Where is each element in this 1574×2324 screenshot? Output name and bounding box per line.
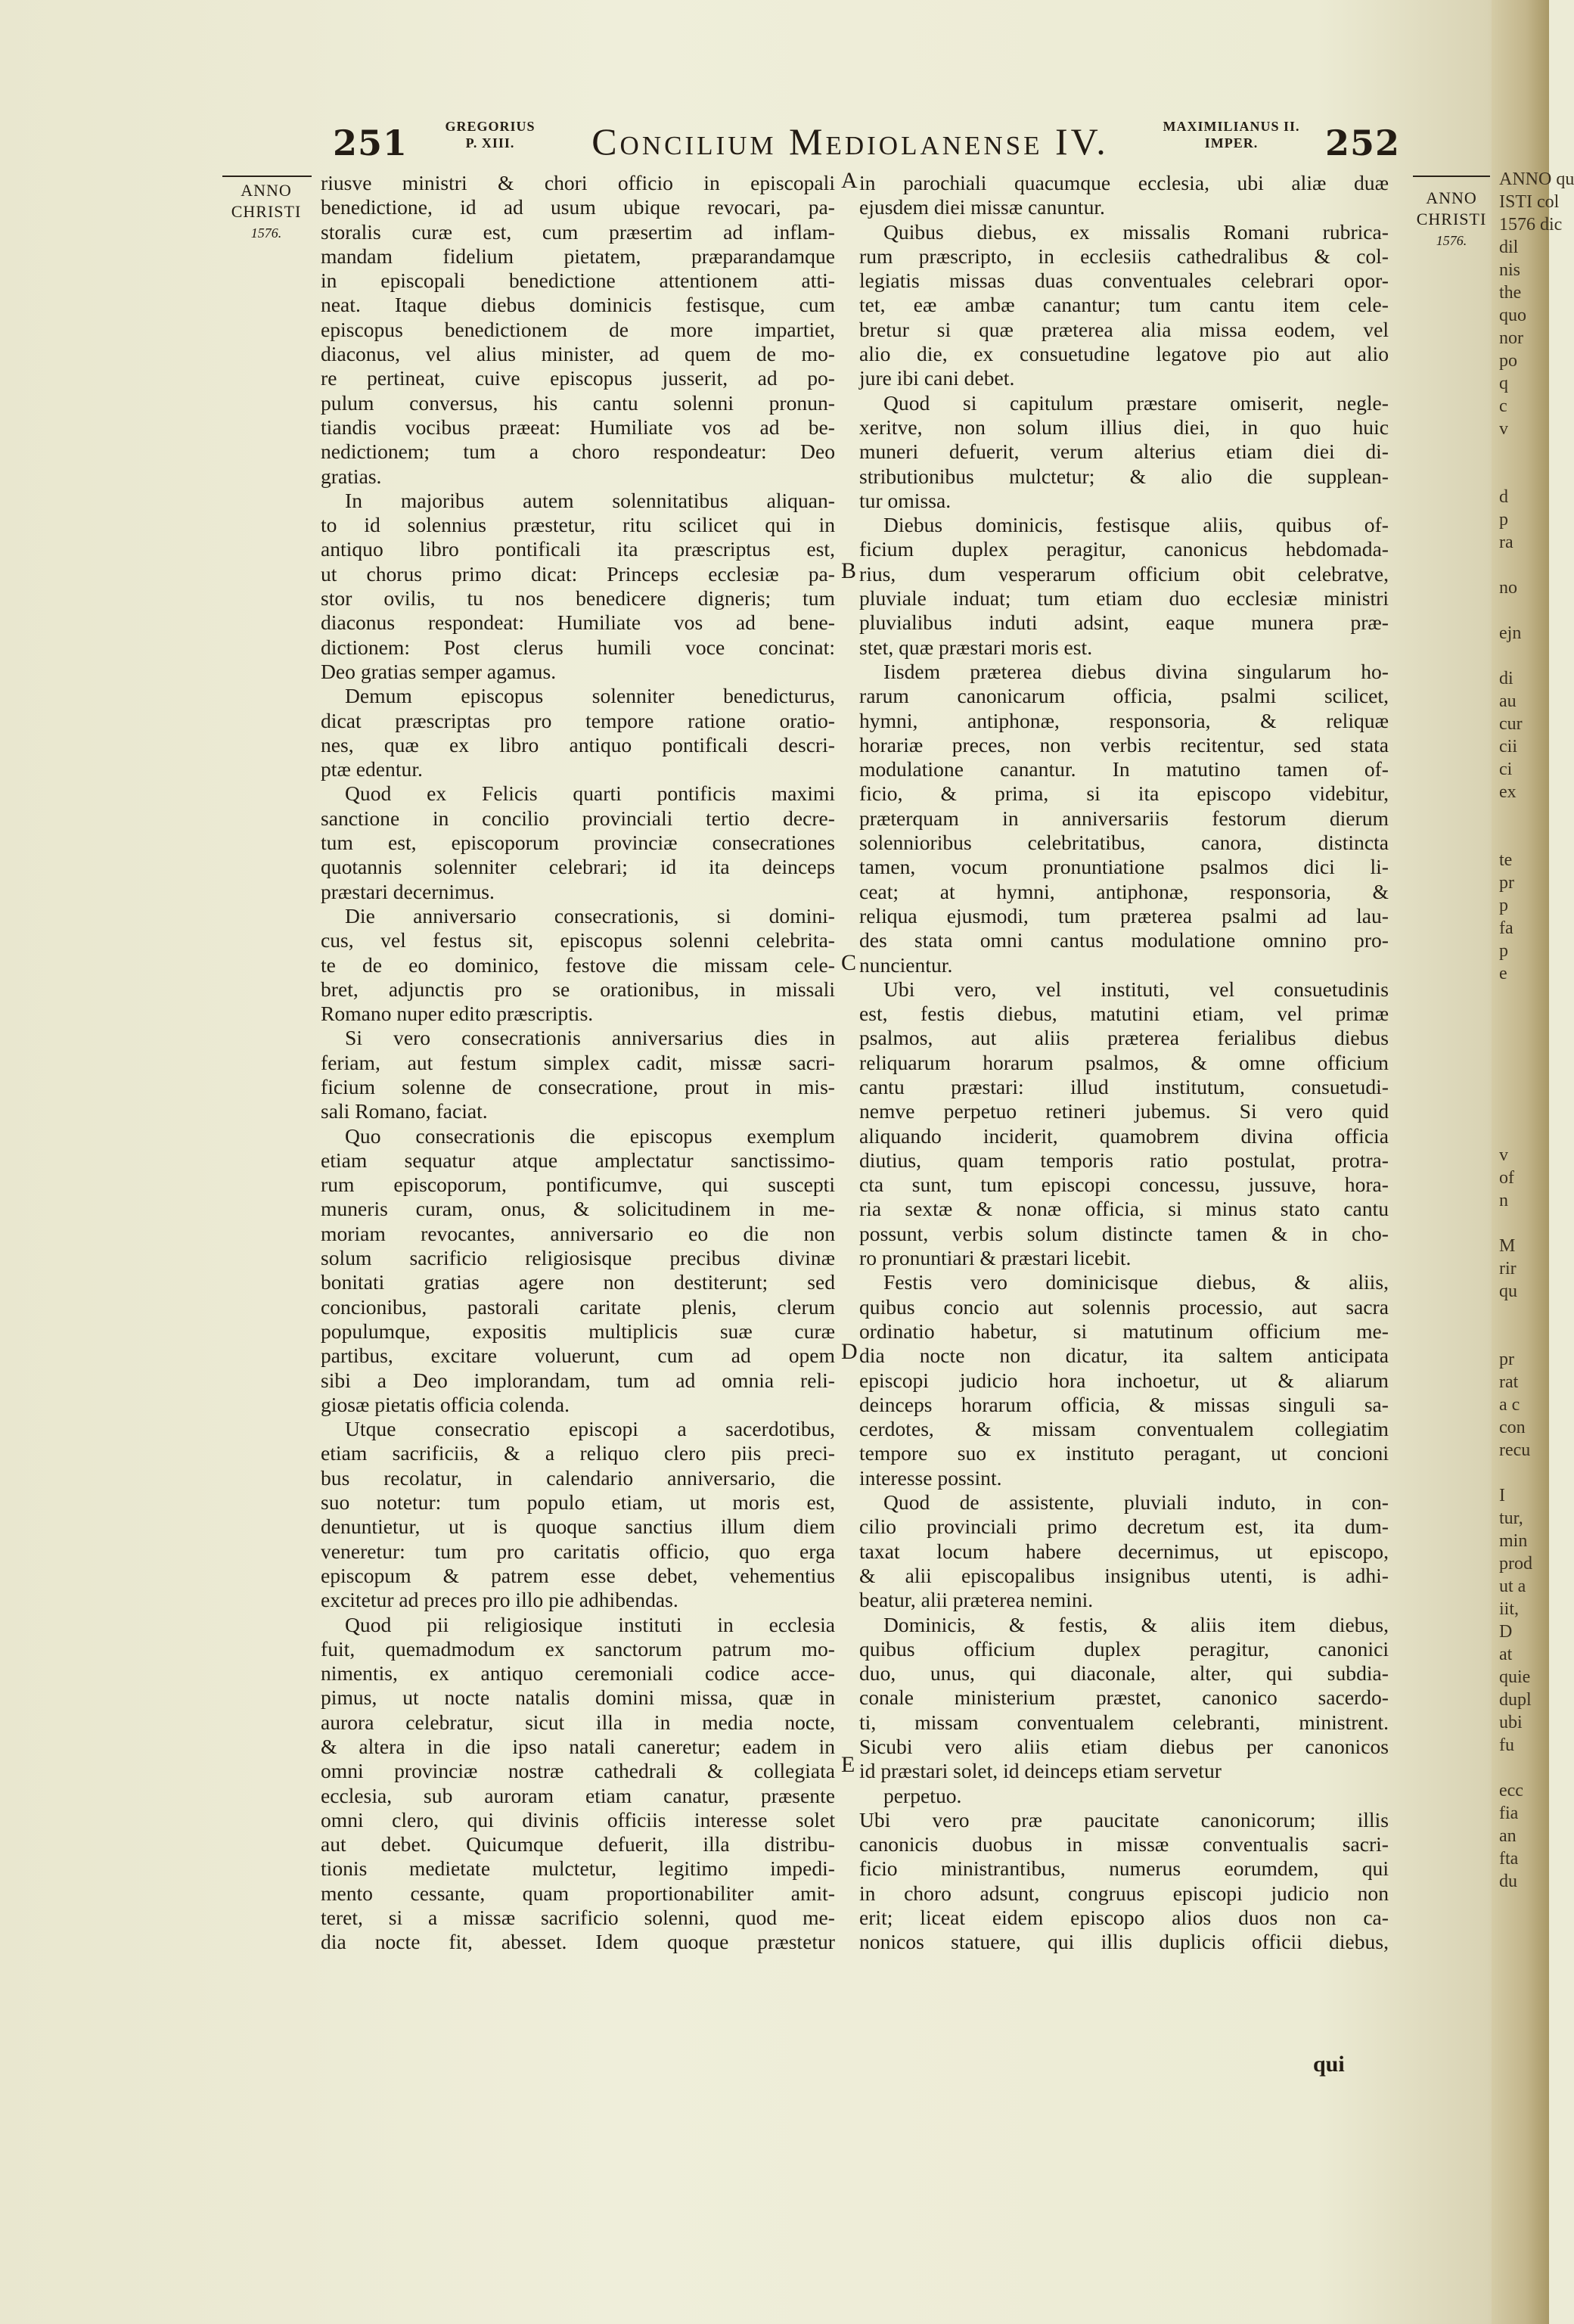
next-page-edge-line xyxy=(1492,826,1549,849)
right-column-line: taxat locum habere decernimus, ut episcopo, xyxy=(859,1539,1389,1563)
right-column-line: conale ministerium præstet, canonico sacerdo- xyxy=(859,1686,1389,1710)
next-page-edge-line xyxy=(1492,554,1549,576)
left-column-line: excitetur ad preces pro illo pie adhibendas. xyxy=(321,1588,678,1612)
right-column-line: rum præscripto, in ecclesiis cathedralibus & col- xyxy=(859,244,1389,268)
next-page-edge-line: cur xyxy=(1499,714,1523,734)
left-column-line: te de eo dominico, festove die missam cele- xyxy=(321,952,835,977)
right-margin-year: 1576. xyxy=(1436,233,1467,248)
right-page-number: 252 xyxy=(1325,123,1401,163)
right-column-line: præterquam in anniversariis festorum dierum xyxy=(859,806,1389,830)
right-column-line: rarum canonicarum officia, psalmi scilicet, xyxy=(859,684,1389,708)
left-column-line: sibi a Deo implorandam, tum ad omnia reli- xyxy=(321,1368,835,1392)
right-column-line: ficio ministrantibus, numerus eorumdem, qui xyxy=(859,1856,1389,1881)
next-page-edge-line xyxy=(1492,1076,1549,1098)
left-column-line: Utque consecratio episcopi a sacerdotibus, xyxy=(345,1417,835,1441)
right-column-line: modulatione canantur. In matutino tamen of- xyxy=(859,757,1389,781)
next-page-edge-line: di xyxy=(1499,669,1513,688)
right-column-line: pluviale induat; tum etiam duo ecclesiæ ministri xyxy=(859,586,1389,611)
next-page-edge-line: the xyxy=(1499,283,1522,303)
left-column-line: nedictionem; tum a choro respondeatur: Deo xyxy=(321,440,835,464)
next-page-edge-text xyxy=(1492,0,1574,1893)
right-column-line: ordinatio habetur, si matutinum officium me- xyxy=(859,1319,1389,1343)
left-column-line: teret, si a missæ sacrificio solenni, quod me- xyxy=(321,1906,835,1930)
right-running-head-line1: MAXIMILIANUS II. xyxy=(1163,119,1300,134)
left-column-line: nes, quæ ex libro antiquo pontificali descri- xyxy=(321,732,835,757)
right-column-line: nonicos statuere, qui illis duplicis officii diebus, xyxy=(859,1930,1389,1954)
next-page-edge-line xyxy=(1492,1325,1549,1348)
left-column-line: Demum episcopus solenniter benedicturus, xyxy=(345,684,835,708)
right-column-line: cantu præstari: illud institutum, consuetudi- xyxy=(859,1074,1389,1098)
left-column-line: cus, vel festus sit, episcopus solenni celebrita- xyxy=(321,928,835,952)
right-column-line: solennioribus celebritatibus, canora, distincta xyxy=(859,831,1389,855)
next-page-edge-line: qu xyxy=(1499,1282,1517,1301)
next-page-edge-line xyxy=(1492,1462,1549,1484)
right-column-line: Diebus dominicis, festisque aliis, quibus of- xyxy=(883,513,1389,537)
right-column-line: muneri defuerit, verum alterius etiam diei di- xyxy=(859,440,1389,464)
right-column-line: possunt, verbis solum distincte tamen & in cho- xyxy=(859,1221,1389,1245)
left-column-line: bonitati gratias agere non destiterunt; sed xyxy=(321,1270,835,1294)
right-column-line: Festis vero dominicisque diebus, & aliis, xyxy=(883,1270,1389,1294)
right-column-line: in choro adsunt, congruus episcopi judicio non xyxy=(859,1881,1389,1905)
right-column-line: canonicis duobus in missæ conventualis sacri- xyxy=(859,1832,1389,1856)
next-page-edge-line xyxy=(1492,803,1549,826)
next-page-edge-line: 1576 dic xyxy=(1499,215,1563,235)
section-marker-c: C xyxy=(841,950,857,975)
left-column-line: stor ovilis, tu nos benedicere digneris; tum xyxy=(321,586,835,611)
next-page-edge-line: pr xyxy=(1499,1350,1514,1369)
right-column-line: duo, unus, qui diaconale, alter, qui subdia- xyxy=(859,1661,1389,1686)
next-page-edge-line xyxy=(1492,1030,1549,1053)
left-margin-rule xyxy=(222,176,312,177)
left-column-line: In majoribus autem solennitatibus aliquan- xyxy=(345,488,835,512)
right-column-line: alio die, ex consuetudine legatove pio aut alio xyxy=(859,342,1389,366)
right-column-line: Quibus diebus, ex missalis Romani rubrica- xyxy=(883,219,1389,244)
left-column-line: riusve ministri & chori officio in episcopali xyxy=(321,171,835,194)
right-column-line: cerdotes, & missam conventualem collegiatim xyxy=(859,1417,1389,1441)
next-page-edge-line: p xyxy=(1499,896,1508,915)
next-page-edge-line: ra xyxy=(1499,533,1513,552)
next-page-edge-line: M xyxy=(1499,1236,1516,1256)
right-column-line: hymni, antiphonæ, responsoria, & reliquæ xyxy=(859,708,1389,732)
next-page-edge-line: of xyxy=(1499,1168,1514,1188)
next-page-edge-line: ecc xyxy=(1499,1781,1523,1800)
left-column-line: nimentis, ex antiquo ceremoniali codice acce- xyxy=(321,1661,835,1686)
next-page-edge-line: ex xyxy=(1499,782,1517,802)
next-page-edge-line xyxy=(1492,1121,1549,1144)
next-page-edge-line: pr xyxy=(1499,873,1514,893)
right-column-line: episcopi judicio hora inchoetur, ut & aliarum xyxy=(859,1368,1389,1392)
left-running-head-line1: GREGORIUS xyxy=(445,119,536,134)
right-column-line: stet, quæ præstari moris est. xyxy=(859,635,1093,659)
left-column-line: dicat præscriptas pro tempore ratione oratio- xyxy=(321,708,835,732)
left-column-line: Romano nuper edito præscriptis. xyxy=(321,1002,594,1026)
left-column-line: pimus, ut nocte natalis domini missa, quæ in xyxy=(321,1686,835,1710)
next-page-edge-line: cii xyxy=(1499,737,1517,757)
right-column-line: ceat; at hymni, antiphonæ, responsoria, & xyxy=(859,879,1389,903)
left-column-line: partibus, excitare voluerunt, cum ad opem xyxy=(321,1344,835,1368)
left-column-line: concionibus, pastorali caritate plenis, clerum xyxy=(321,1294,835,1319)
next-page-edge-line xyxy=(1492,985,1549,1008)
next-page-edge-line: du xyxy=(1499,1872,1517,1891)
next-page-edge-line: p xyxy=(1499,510,1508,530)
left-column-line: diaconus, vel alius minister, ad quem de mo- xyxy=(321,342,835,366)
right-column-line: interesse possint. xyxy=(859,1465,1002,1490)
left-margin-christi: CHRISTI xyxy=(231,202,302,221)
next-page-edge-line: po xyxy=(1499,351,1517,371)
left-column-line: mandam fidelium pietatem, præparandamque xyxy=(321,244,835,268)
next-page-edge-line: no xyxy=(1499,578,1517,598)
left-column-line: quotannis solenniter celebrari; id ita deinceps xyxy=(321,855,835,879)
right-column-line: stributionibus mulctetur; & alio die supplean- xyxy=(859,464,1389,488)
next-page-edge-line: recu xyxy=(1499,1440,1531,1460)
right-column-line: ficium duplex peragitur, canonicus hebdomada- xyxy=(859,537,1389,561)
next-page-edge-line: fta xyxy=(1499,1849,1519,1869)
right-column-line: tet, eæ ambæ canantur; tum cantu item cele- xyxy=(859,293,1389,317)
next-page-edge-line: quo xyxy=(1499,306,1526,325)
right-column-line: rius, dum vesperarum officium obit celebratve, xyxy=(859,561,1389,586)
left-column-line: ptæ edentur. xyxy=(321,757,423,781)
left-column-line: suo notetur: tum populo etiam, ut moris est, xyxy=(321,1490,835,1515)
right-column-line: perpetuo. xyxy=(883,1783,962,1807)
right-column-line: bretur si quæ præterea alia missa eodem, vel xyxy=(859,317,1389,341)
left-column-line: aurora celebratur, sicut illa in media nocte, xyxy=(321,1710,835,1734)
next-page-edge-line: min xyxy=(1499,1531,1528,1551)
right-column-line: ficio, & prima, si ita episcopo videbitur, xyxy=(859,781,1389,806)
right-column-line: Sicubi vero aliis etiam diebus per canonicos xyxy=(859,1735,1389,1758)
right-column-line: quibus officium duplex peragitur, canonici xyxy=(859,1636,1389,1661)
left-column-line: dictionem: Post clerus humili voce concinat: xyxy=(321,635,835,659)
next-page-edge-line: an xyxy=(1499,1826,1517,1846)
next-page-edge-line: v xyxy=(1499,419,1508,439)
left-column-line: etiam sequatur atque amplectatur sanctissimo- xyxy=(321,1148,835,1172)
next-page-edge-line: con xyxy=(1499,1418,1526,1437)
left-column-line: pulum conversus, his cantu solenni pronun- xyxy=(321,390,835,415)
next-page-edge-line: iit, xyxy=(1499,1599,1520,1619)
next-page-edge-line: nis xyxy=(1499,260,1521,280)
left-column-line: tum est, episcoporum provinciæ consecrationes xyxy=(321,831,835,855)
next-page-edge-line: a c xyxy=(1499,1395,1520,1415)
left-column-line: feriam, aut festum simplex cadit, missæ sacri- xyxy=(321,1050,835,1074)
left-margin-anno: ANNO xyxy=(241,181,292,200)
right-column-line: nemve perpetuo retineri jubemus. Si vero quid xyxy=(859,1099,1389,1123)
left-column-line: aut debet. Quicumque defuerit, illa distribu- xyxy=(321,1832,835,1856)
right-column-line: est, festis diebus, matutini etiam, vel primæ xyxy=(859,1002,1389,1026)
section-marker-b: B xyxy=(841,558,857,583)
next-page-edge-line: v xyxy=(1499,1145,1508,1165)
right-column-line: Ubi vero præ paucitate canonicorum; illis xyxy=(859,1807,1389,1832)
next-page-edge-line xyxy=(1492,599,1549,622)
catchword: qui xyxy=(1313,2052,1345,2077)
left-column-line: rum episcoporum, pontificumve, qui suscepti xyxy=(321,1173,835,1197)
right-column-line: beatur, alii præterea nemini. xyxy=(859,1588,1094,1612)
right-column-line: Quod si capitulum præstare omiserit, negle- xyxy=(883,390,1389,415)
left-column-line: Quo consecrationis die episcopus exemplum xyxy=(345,1123,835,1148)
right-column-line: horariæ preces, non verbis recitentur, sed stata xyxy=(859,732,1389,757)
right-column-line: ejusdem diei missæ canuntur. xyxy=(859,195,1105,219)
right-column-line: xeritve, non solum illius diei, in quo huic xyxy=(859,415,1389,439)
right-running-head xyxy=(1133,118,1330,151)
next-page-edge-line: D xyxy=(1499,1622,1513,1642)
right-column-line: in parochiali quacumque ecclesia, ubi aliæ duæ xyxy=(859,171,1389,194)
next-page-edge-line xyxy=(1492,1757,1549,1779)
right-column-line: Quod de assistente, pluviali induto, in con- xyxy=(883,1490,1389,1515)
left-column-line: ut chorus primo dicat: Princeps ecclesiæ pa- xyxy=(321,561,835,586)
left-column-line: episcopus benedictionem de more impartiet, xyxy=(321,317,835,341)
next-page-edge-line: prod xyxy=(1499,1554,1532,1574)
right-margin-note xyxy=(1404,188,1499,251)
next-page-edge-line: e xyxy=(1499,964,1507,983)
left-column-line: benedictione, id ad usum ubique revocari, pa- xyxy=(321,195,835,219)
next-page-edge-line xyxy=(1492,1053,1549,1076)
right-margin-rule xyxy=(1413,176,1490,177)
left-column-line: omni clero, qui divinis officiis interesse solet xyxy=(321,1807,835,1832)
next-page-edge-line xyxy=(1492,440,1549,463)
right-margin-anno: ANNO xyxy=(1426,188,1477,207)
next-page-edge-line: q xyxy=(1499,374,1508,393)
left-column-line: populumque, expositis multiplicis suæ curæ xyxy=(321,1319,835,1343)
next-page-edge-line: rir xyxy=(1499,1259,1517,1279)
next-page-edge-line: fu xyxy=(1499,1735,1514,1755)
left-column-line: sali Romano, faciat. xyxy=(321,1099,488,1123)
left-column-line: Quod ex Felicis quarti pontificis maximi xyxy=(345,781,835,806)
left-column-line: gratias. xyxy=(321,464,382,488)
next-page-edge-line: d xyxy=(1499,487,1508,507)
right-column-line: pluvialibus induti adsint, eaque munera præ- xyxy=(859,611,1389,635)
left-column-line: Si vero consecrationis anniversarius dies in xyxy=(345,1026,835,1050)
left-column-line: episcopum & patrem esse debet, vehementius xyxy=(321,1563,835,1587)
right-column-line: des stata omni cantus modulatione omnino pro- xyxy=(859,928,1389,952)
left-column-line: solum sacrificio religiosisque precibus divinæ xyxy=(321,1246,835,1270)
next-page-edge-line: c xyxy=(1499,396,1507,416)
left-column-line: bus recolatur, in calendario anniversario, die xyxy=(321,1465,835,1490)
left-column-line: storalis curæ est, cum præsertim ad inflam- xyxy=(321,219,835,244)
next-page-edge-line: at xyxy=(1499,1645,1513,1664)
left-column-line: tiandis vocibus præeat: Humiliate vos ad be- xyxy=(321,415,835,439)
left-column-line: fuit, quemadmodum ex sanctorum patrum mo- xyxy=(321,1636,835,1661)
next-page-edge-line: ci xyxy=(1499,760,1513,779)
left-page-number: 251 xyxy=(333,123,408,163)
next-page-edge-line: rat xyxy=(1499,1372,1519,1392)
next-page-edge-line xyxy=(1492,1008,1549,1030)
left-column-line: bret, adjunctis pro se orationibus, in missali xyxy=(321,977,835,1001)
right-column-line: quibus concio aut solennis processio, aut sacra xyxy=(859,1294,1389,1319)
left-column-line: to id solennius præstetur, ritu scilicet qui in xyxy=(321,513,835,537)
left-column-line: Deo gratias semper agamus. xyxy=(321,659,557,683)
left-column-line: etiam sacrificiis, & a reliquo clero piis preci- xyxy=(321,1441,835,1465)
next-page-edge-line: ANNO qu xyxy=(1499,169,1574,189)
left-column-line: muneris curam, onus, & solicitudinem in me- xyxy=(321,1197,835,1221)
right-column-line: tamen, vocum pronuntiatione psalmos dici li- xyxy=(859,855,1389,879)
section-marker-a: A xyxy=(841,168,858,193)
next-page-edge xyxy=(1492,0,1574,2324)
right-column-line: cilio provinciali primo decretum est, ita dum- xyxy=(859,1515,1389,1539)
next-page-edge-line: te xyxy=(1499,850,1513,870)
next-page-edge-line: nor xyxy=(1499,328,1523,348)
right-column-line: deinceps horarum officia, & missas singuli sa- xyxy=(859,1392,1389,1416)
left-column-line: Die anniversario consecrationis, si domini- xyxy=(345,903,835,927)
next-page-edge-line: p xyxy=(1499,941,1508,961)
right-column-line: reliquarum horarum psalmos, & omne officium xyxy=(859,1050,1389,1074)
next-page-edge-line: au xyxy=(1499,691,1517,711)
left-column-line: diaconus respondeat: Humiliate vos ad bene- xyxy=(321,611,835,635)
left-text-column xyxy=(321,171,835,1955)
right-column-line: cta sunt, tum episcopi concessu, jussuve, hora- xyxy=(859,1173,1389,1197)
next-page-edge-line: ejn xyxy=(1499,623,1522,643)
next-page-edge-line: n xyxy=(1499,1191,1508,1210)
right-column-line: Dominicis, & festis, & aliis item diebus, xyxy=(883,1612,1389,1636)
left-column-line: dia nocte fit, abesset. Idem quoque præstetur xyxy=(321,1930,835,1954)
right-column-line: ti, missam conventualem celebranti, ministrent. xyxy=(859,1710,1389,1734)
next-page-edge-line xyxy=(1492,1212,1549,1235)
right-column-line: id præstari solet, id deinceps etiam servetur xyxy=(859,1759,1222,1783)
right-column-line: Ubi vero, vel instituti, vel consuetudinis xyxy=(883,977,1389,1001)
next-page-edge-line: fa xyxy=(1499,918,1513,938)
right-column-line: aliquando inciderit, quamobrem divina officia xyxy=(859,1123,1389,1148)
next-page-edge-line: I xyxy=(1499,1486,1505,1505)
running-title: Concilium Mediolanense IV. xyxy=(591,120,1109,163)
left-column-line: in episcopali benedictione attentionem atti- xyxy=(321,269,835,293)
next-page-edge-line xyxy=(1492,463,1549,486)
right-column-line: tempore suo ex instituto peragant, ut concioni xyxy=(859,1441,1389,1465)
right-column-line: jure ibi cani debet. xyxy=(859,366,1015,390)
left-column-line: omni provinciæ nostræ cathedrali & collegiata xyxy=(321,1759,835,1783)
left-column-line: denuntietur, ut is quoque sanctius illum diem xyxy=(321,1515,835,1539)
left-running-head-line2: P. XIII. xyxy=(465,135,515,151)
right-column-line: erit; liceat eidem episcopo alios duos non ca- xyxy=(859,1906,1389,1930)
section-marker-d: D xyxy=(841,1339,858,1364)
next-page-edge-line: ISTI col xyxy=(1499,192,1560,212)
next-page-edge-line: fia xyxy=(1499,1804,1519,1823)
left-column-line: ficium solenne de consecratione, prout in mis- xyxy=(321,1074,835,1098)
left-column-line: Quod pii religiosique instituti in ecclesia xyxy=(345,1612,835,1636)
next-page-edge-line: dil xyxy=(1499,238,1519,257)
left-column-line: re pertineat, cuive episcopus jusserit, ad po- xyxy=(321,366,835,390)
left-column-line: præstari decernimus. xyxy=(321,879,495,903)
left-margin-year: 1576. xyxy=(250,225,282,241)
right-text-column xyxy=(859,171,1389,1955)
right-column-line: psalmos, aut aliis præterea ferialibus diebus xyxy=(859,1026,1389,1050)
next-page-edge-line xyxy=(1492,645,1549,667)
left-column-line: veneretur: tum pro caritatis officio, quo erga xyxy=(321,1539,835,1563)
left-column-line: moriam revocantes, anniversario eo die non xyxy=(321,1221,835,1245)
right-column-line: nuncientur. xyxy=(859,952,953,977)
next-page-edge-line: tur, xyxy=(1499,1508,1523,1528)
right-column-line: Iisdem præterea diebus divina singularum ho- xyxy=(883,659,1389,683)
right-column-line: tur omissa. xyxy=(859,488,952,512)
left-column-line: tionis medietate mulctetur, legitimo impedi- xyxy=(321,1856,835,1881)
next-page-edge-line: ubi xyxy=(1499,1713,1523,1732)
left-column-line: antiquo libro pontificali ita præscriptus est, xyxy=(321,537,835,561)
right-column-line: diutius, quam temporis ratio postulat, protra- xyxy=(859,1148,1389,1172)
left-column-line: mento cessante, quam proportionabiliter amit- xyxy=(321,1881,835,1905)
right-running-head-line2: IMPER. xyxy=(1204,135,1259,151)
left-column-line: giosæ pietatis officia colenda. xyxy=(321,1392,570,1416)
right-column-line: ro pronuntiari & præstari licebit. xyxy=(859,1246,1132,1270)
right-margin-christi: CHRISTI xyxy=(1416,210,1487,228)
next-page-edge-line xyxy=(1492,1303,1549,1325)
right-column-line: reliqua ejusmodi, tum præterea psalmi ad lau- xyxy=(859,903,1389,927)
right-column-line: & alii episcopalibus insignibus utenti, is adhi- xyxy=(859,1563,1389,1587)
next-page-edge-line: ut a xyxy=(1499,1577,1526,1596)
right-column-line: ria sextæ & nonæ officia, si minus stato cantu xyxy=(859,1197,1389,1221)
right-column-line: dia nocte non dicatur, ita saltem anticipata xyxy=(859,1344,1389,1368)
left-running-head xyxy=(430,118,551,151)
right-column-line: legiatis missas duas conventuales celebrari opor- xyxy=(859,269,1389,293)
section-marker-e: E xyxy=(841,1752,855,1777)
next-page-edge-line: dupl xyxy=(1499,1690,1532,1710)
running-header xyxy=(0,113,1549,166)
left-column-line: sanctione in concilio provinciali tertio decre- xyxy=(321,806,835,830)
next-page-edge-line xyxy=(1492,1098,1549,1121)
left-margin-note xyxy=(213,180,319,244)
left-column-line: neat. Itaque diebus dominicis festisque, cum xyxy=(321,293,835,317)
left-column-line: ecclesia, sub auroram etiam canatur, præsente xyxy=(321,1783,835,1807)
next-page-edge-line: quie xyxy=(1499,1667,1531,1687)
left-column-line: & altera in die ipso natali caneretur; eadem in xyxy=(321,1735,835,1758)
